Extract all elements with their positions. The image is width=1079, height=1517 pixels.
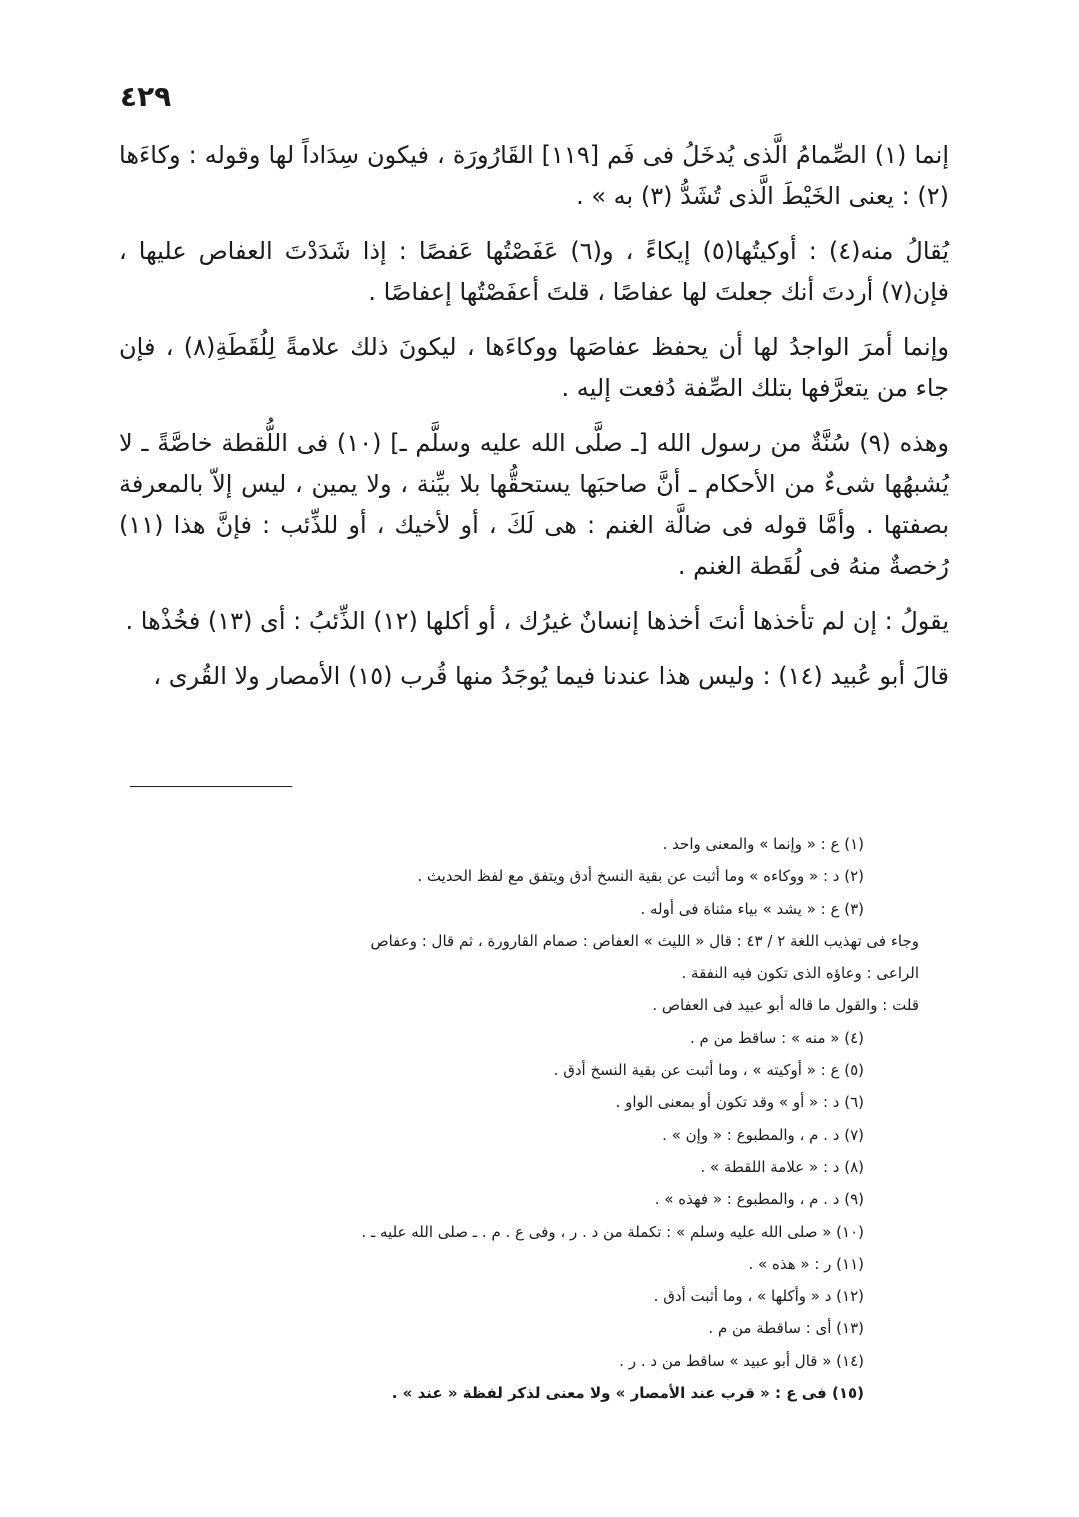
main-paragraph-5: يقولُ : إن لم تأخذها أنتَ أخذها إنسانٌ غيرُك ، أو أكلها (١٢) الذِّئبُ : أى (١٣) فخُذْها .: [125, 607, 949, 635]
footnote-7: (٧) د . م ، والمطبوع : « وإن » .: [662, 1125, 864, 1144]
main-paragraph-2: يُقالُ منه(٤) : أوكيتُها(٥) إيكاءً ، و(٦) عَفَصْتُها عَفصًا : إذا شَدَدْتَ العفاص عليها ، فإن(٧) أردتَ أنك جعلتَ لها عفاصًا ، قلتَ أعفَصْتُها إعفاصًا .: [119, 237, 950, 306]
footnote-3: (٣) ع : « يشد » بياء مثناة فى أوله .: [640, 899, 864, 918]
footnote-8: (٨) د : « علامة اللقطة » .: [700, 1157, 864, 1176]
main-paragraph-4: وهذه (٩) سُنَّةٌ من رسول الله [ـ صلَّى الله عليه وسلَّم ـ] (١٠) فى اللُّقطة خاصَّةً ـ لا يُشبهُها شىءٌ من الأحكام ـ أنَّ صاحبَها يستحقُّها بلا بيِّنة ، ولا يمين ، ليس إلاّ بالمعرفة بصفتها . وأمَّا قوله فى ضالَّة الغنم : هى لَكَ ، أو لأخيك ، أو للذِّئب : فإنَّ هذا (١١) رُخصةٌ منهُ فى لُقَطة الغنم .: [119, 429, 950, 580]
footnote-1: (١) ع : « وإنما » والمعنى واحد .: [662, 835, 864, 853]
footnotes-section: [119, 828, 919, 1409]
footnote-3-continuation-a: وجاء فى تهذيب اللغة ٢ / ٤٣ : قال « الليث » العفاص : صمام القارورة ، ثم قال : وعفاص: [370, 931, 919, 950]
footnote-6: (٦) د : « أو » وقد تكون أو بمعنى الواو .: [615, 1093, 864, 1112]
main-paragraph-3: وإنما أمرَ الواجدُ لها أن يحفظ عفاصَها ووكاءَها ، ليكونَ ذلك علامةً لِلُقَطَةِ(٨) ، فإن جاء من يتعرَّفها بتلك الصِّفة دُفعت إليه .: [119, 333, 949, 402]
footnote-4: (٤) « منه » : ساقط من م .: [690, 1028, 864, 1047]
footnote-13: (١٣) أى : ساقطة من م .: [708, 1319, 864, 1338]
footnote-5: (٥) ع : « أوكيته » ، وما أثبت عن بقية النسخ أدق .: [553, 1061, 864, 1080]
footnote-11: (١١) ر : « هذه » .: [748, 1254, 864, 1273]
footnote-12: (١٢) د « وأكلها » ، وما أثبت أدق .: [653, 1287, 864, 1306]
footnote-14: (١٤) « قال أبو عبيد » ساقط من د . ر .: [619, 1351, 864, 1370]
footnote-3-continuation-b: الراعى : وعاؤه الذى تكون فيه النفقة .: [681, 964, 919, 983]
main-text-body: [119, 135, 949, 711]
page-number: ٤٢٩: [120, 80, 172, 113]
footnote-10: (١٠) « صلى الله عليه وسلم » : تكملة من د . ر ، وفى ع . م . ـ صلى الله عليه ـ .: [361, 1222, 864, 1241]
footnote-divider: [130, 786, 292, 787]
main-paragraph-1: إنما (١) الصِّمامُ الَّذى يُدخَلُ فى فَم [١١٩] القَارُورَة ، فيكون سِدَاداً لها وقوله : وكاءَها (٢) : يعنى الخَيْطَ الَّذى تُشَدُّ (٣) به » .: [119, 141, 949, 210]
main-paragraph-6: قالَ أبو عُبيد (١٤) : وليس هذا عندنا فيما يُوجَدُ منها قُرب (١٥) الأمصار ولا القُرى ،: [153, 662, 949, 690]
footnote-2: (٢) د : « ووكاءه » وما أثبت عن بقية النسخ أدق ويتفق مع لفظ الحديث .: [417, 867, 864, 886]
footnote-15: (١٥) فى ع : « قرب عند الأمصار » ولا معنى لذكر لفظة « عند » .: [391, 1384, 864, 1403]
footnote-9: (٩) د . م ، والمطبوع : « فهذه » .: [654, 1190, 864, 1209]
footnote-3-continuation-c: قلت : والقول ما قاله أبو عبيد فى العفاص .: [652, 996, 919, 1015]
